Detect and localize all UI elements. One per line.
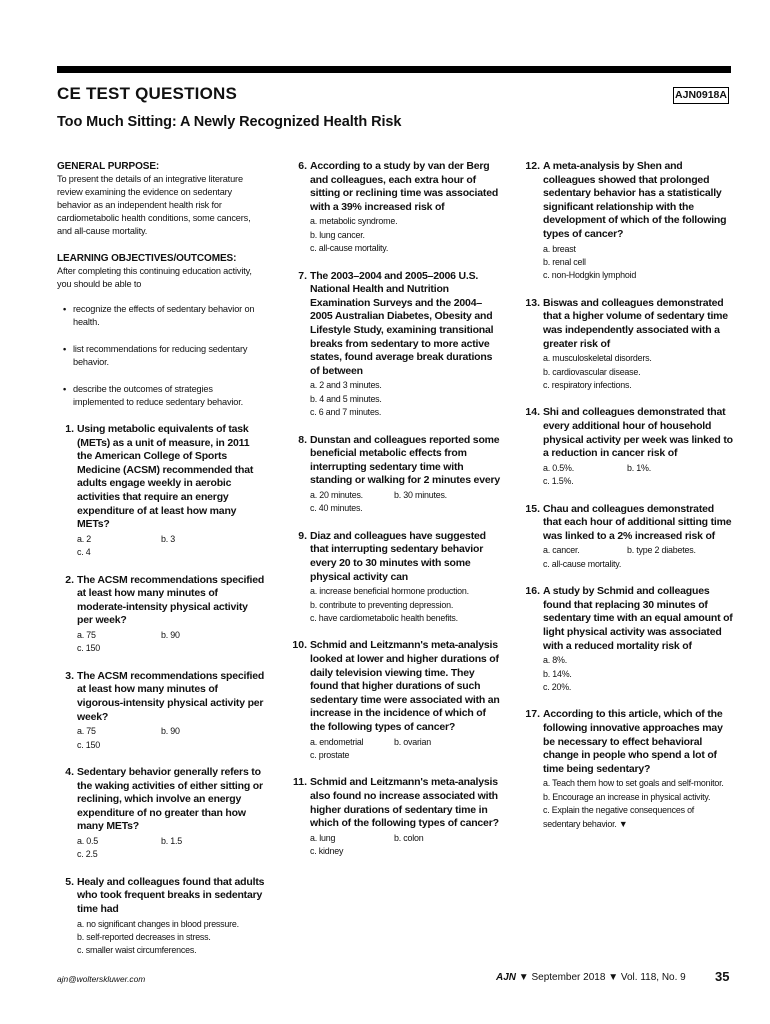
objective-item: • list recommendations for reducing sedentary behavior.	[57, 343, 265, 369]
answer-option: c. 4	[77, 547, 91, 558]
answer-option: b. 1.5	[161, 835, 183, 846]
question-block	[523, 160, 733, 283]
answer-option: c. non-Hodgkin lymphoid	[543, 270, 637, 281]
answer-option: a. no significant changes in blood pressure.	[77, 918, 239, 929]
answer-option: b. renal cell	[543, 256, 586, 267]
answer-option: a. lung	[310, 832, 336, 843]
question-text: Biswas and colleagues demonstrated that a higher volume of sedentary time was independently associated with a greater risk of	[543, 296, 728, 350]
question-block	[523, 503, 733, 572]
answer-option: b. ovarian	[394, 736, 431, 747]
question-number: 5.	[65, 875, 74, 888]
answer-options	[523, 777, 733, 831]
answer-option: b. 4 and 5 minutes.	[310, 393, 382, 404]
answer-option: a. metabolic syndrome.	[310, 216, 398, 227]
question-block	[290, 270, 502, 420]
answer-option: a. cancer.	[543, 545, 580, 556]
issue-info: ▼ September 2018 ▼ Vol. 118, No. 9	[518, 972, 686, 983]
answer-option: c. 1.5%.	[543, 476, 574, 487]
answer-option: b. 90	[161, 726, 180, 737]
answer-option: b. contribute to preventing depression.	[310, 599, 454, 610]
question-number: 6.	[298, 160, 307, 172]
article-subtitle: Too Much Sitting: A Newly Recognized Health Risk	[57, 114, 402, 130]
question-number: 16.	[525, 585, 540, 598]
answer-option: c. have cardiometabolic health benefits.	[310, 612, 458, 623]
question-text: Sedentary behavior generally refers to the waking activities of either sitting or reclining, which involve an energy expenditure of no greater than how many METs?	[77, 765, 263, 833]
answer-option: a. 75	[77, 629, 96, 640]
answer-option: c. 6 and 7 minutes.	[310, 407, 382, 418]
answer-option: a. 8%.	[543, 655, 567, 666]
answer-option: a. Teach them how to set goals and self-monitor.	[543, 778, 724, 789]
question-block	[523, 708, 733, 831]
question-block	[57, 766, 265, 862]
question-text: According to a study by van der Berg and colleagues, each extra hour of sitting or reclining time was associated with a 39% increased risk of	[310, 160, 499, 213]
question-number: 3.	[65, 669, 74, 682]
journal-issue	[496, 972, 686, 983]
answer-option: c. Explain the negative consequences of sedentary behavior. ▼	[543, 805, 695, 829]
answer-option: b. cardiovascular disease.	[543, 366, 641, 377]
answer-option: c. smaller waist circumferences.	[77, 945, 197, 956]
question-number: 2.	[65, 573, 74, 586]
answer-option: c. 2.5	[77, 849, 98, 860]
answer-options	[57, 629, 265, 656]
header-rule	[57, 66, 731, 73]
answer-option: b. 90	[161, 629, 180, 640]
answer-options	[57, 725, 265, 752]
question-text: The ACSM recommendations specified at least how many minutes of moderate-intensity physical activity per week?	[77, 573, 265, 627]
answer-option: a. breast	[543, 243, 576, 254]
answer-options	[290, 215, 502, 255]
question-number: 10.	[292, 639, 307, 652]
answer-options	[57, 533, 265, 560]
question-number: 8.	[298, 433, 307, 446]
answer-option: c. 20%.	[543, 681, 572, 692]
question-block	[57, 670, 265, 752]
answer-option: b. 3	[161, 533, 176, 544]
contact-email[interactable]: ajn@wolterskluwer.com	[57, 974, 146, 984]
objective-item: • recognize the effects of sedentary behavior on health.	[57, 303, 265, 329]
answer-option: c. kidney	[310, 846, 344, 857]
answer-option: c. 150	[77, 643, 100, 654]
answer-option: b. colon	[394, 832, 424, 843]
question-number: 17.	[525, 708, 540, 721]
answer-option: c. prostate	[310, 749, 350, 760]
answer-option: a. 2	[77, 533, 92, 544]
answer-option: c. respiratory infections.	[543, 379, 632, 390]
question-block	[523, 585, 733, 694]
question-text: The ACSM recommendations specified at least how many minutes of vigorous-intensity physical activity per week?	[77, 669, 265, 723]
answer-options	[290, 832, 502, 859]
question-text: Dunstan and colleagues reported some beneficial metabolic effects from interrupting sedentary time with standing or walking for 2 minutes every	[310, 433, 500, 487]
column-1	[57, 160, 265, 972]
answer-options	[290, 736, 502, 763]
question-text: The 2003–2004 and 2005–2006 U.S. National Health and Nutrition Examination Surveys and the 2004–2005 Australian Diabetes, Obesity and Lifestyle Study, examining transitional breaks from sedentary to more active states, found average break durations of between	[310, 269, 494, 377]
question-number: 9.	[298, 529, 307, 542]
question-number: 1.	[65, 423, 74, 435]
answer-option: a. 20 minutes.	[310, 489, 363, 500]
page-title: CE TEST QUESTIONS	[57, 84, 238, 103]
question-number: 7.	[298, 269, 307, 282]
answer-option: b. self-reported decreases in stress.	[77, 931, 211, 942]
answer-options	[57, 918, 265, 958]
question-block	[290, 776, 502, 858]
answer-option: c. all-cause mortality.	[543, 558, 622, 569]
question-text: A meta-analysis by Shen and colleagues showed that prolonged sedentary behavior has a statistically significant relationship with the development of which of the following types of cancer?	[543, 160, 727, 240]
question-number: 15.	[525, 502, 540, 515]
question-block	[290, 639, 502, 762]
objectives-list	[57, 303, 265, 409]
question-text: Shi and colleagues demonstrated that every additional hour of household physical activity per week was linked to a reduction in cancer risk of	[543, 406, 733, 460]
answer-options	[523, 544, 733, 571]
question-number: 12.	[525, 160, 540, 172]
answer-options	[523, 352, 733, 392]
answer-options	[523, 462, 733, 489]
answer-option: a. 75	[77, 726, 96, 737]
general-purpose-text: To present the details of an integrative literature review examining the evidence on sedentary behavior as an independent health risk for cardiometabolic health conditions, some cancers, and all-cause mortality.	[57, 174, 251, 236]
objective-item: • describe the outcomes of strategies implemented to reduce sedentary behavior.	[57, 383, 265, 409]
answer-option: b. 30 minutes.	[394, 489, 447, 500]
question-text: Diaz and colleagues have suggested that interrupting sedentary behavior every 20 to 30 minutes with some physical activity can	[310, 529, 486, 583]
journal-name: AJN	[496, 972, 517, 983]
question-number: 11.	[292, 776, 307, 789]
answer-option: a. increase beneficial hormone production.	[310, 586, 469, 597]
answer-options	[523, 243, 733, 283]
answer-options	[290, 489, 502, 516]
answer-options	[57, 835, 265, 862]
learning-objectives-heading: LEARNING OBJECTIVES/OUTCOMES:	[57, 253, 237, 264]
answer-option: c. 40 minutes.	[310, 503, 363, 514]
question-block	[290, 530, 502, 626]
page-number: 35	[715, 969, 730, 984]
answer-options	[290, 585, 502, 625]
question-block	[290, 160, 502, 256]
answer-option: b. 1%.	[627, 462, 651, 473]
answer-option: b. type 2 diabetes.	[627, 545, 696, 556]
question-block	[523, 406, 733, 488]
answer-option: a. 0.5	[77, 835, 99, 846]
question-number: 4.	[65, 765, 74, 778]
general-purpose-heading: GENERAL PURPOSE:	[57, 161, 160, 172]
answer-options	[290, 379, 502, 419]
answer-option: c. 150	[77, 739, 100, 750]
question-text: Healy and colleagues found that adults who took frequent breaks in sedentary time had	[77, 875, 265, 915]
answer-option: c. all-cause mortality.	[310, 243, 389, 254]
answer-option: a. endometrial	[310, 736, 364, 747]
question-text: According to this article, which of the following innovative approaches may be necessary to effect behavioral change in people who spend a lot of time being sedentary?	[543, 708, 723, 775]
column-2	[290, 160, 502, 873]
learning-objectives-intro: After completing this continuing education activity, you should be able to	[57, 266, 252, 289]
question-number: 14.	[525, 406, 540, 419]
answer-option: b. lung cancer.	[310, 229, 365, 240]
answer-option: a. 0.5%.	[543, 462, 574, 473]
question-number: 13.	[525, 296, 540, 309]
question-text: Schmid and Leitzmann's meta-analysis looked at lower and higher durations of daily television viewing time. They found that higher durations of such sedentary time were associated with an increase in the incidence of which of the following types of cancer?	[310, 639, 500, 733]
question-block	[57, 423, 265, 560]
answer-option: b. Encourage an increase in physical activity.	[543, 791, 711, 802]
question-text: A study by Schmid and colleagues found that replacing 30 minutes of sedentary time with an equal amount of light physical activity was associated with a reduced mortality risk of	[543, 585, 733, 652]
column-3	[523, 160, 733, 845]
answer-options	[523, 654, 733, 694]
question-block	[57, 574, 265, 656]
answer-option: a. musculoskeletal disorders.	[543, 353, 652, 364]
question-text: Chau and colleagues demonstrated that each hour of additional sitting time was linked to a 2% increased risk of	[543, 502, 732, 542]
answer-option: a. 2 and 3 minutes.	[310, 380, 382, 391]
question-block	[290, 434, 502, 516]
question-block	[57, 876, 265, 958]
answer-option: b. 14%.	[543, 668, 572, 679]
question-text: Schmid and Leitzmann's meta-analysis also found no increase associated with higher durations of sedentary time in which of the following types of cancer?	[310, 776, 499, 830]
question-text: Using metabolic equivalents of task (METs) as a unit of measure, in 2011 the American College of Sports Medicine (ACSM) recommended that adults engage weekly in aerobic activities that require an energy expenditure of at least how many METs?	[77, 423, 254, 531]
question-block	[523, 297, 733, 393]
course-code-badge: AJN0918A	[673, 87, 729, 104]
